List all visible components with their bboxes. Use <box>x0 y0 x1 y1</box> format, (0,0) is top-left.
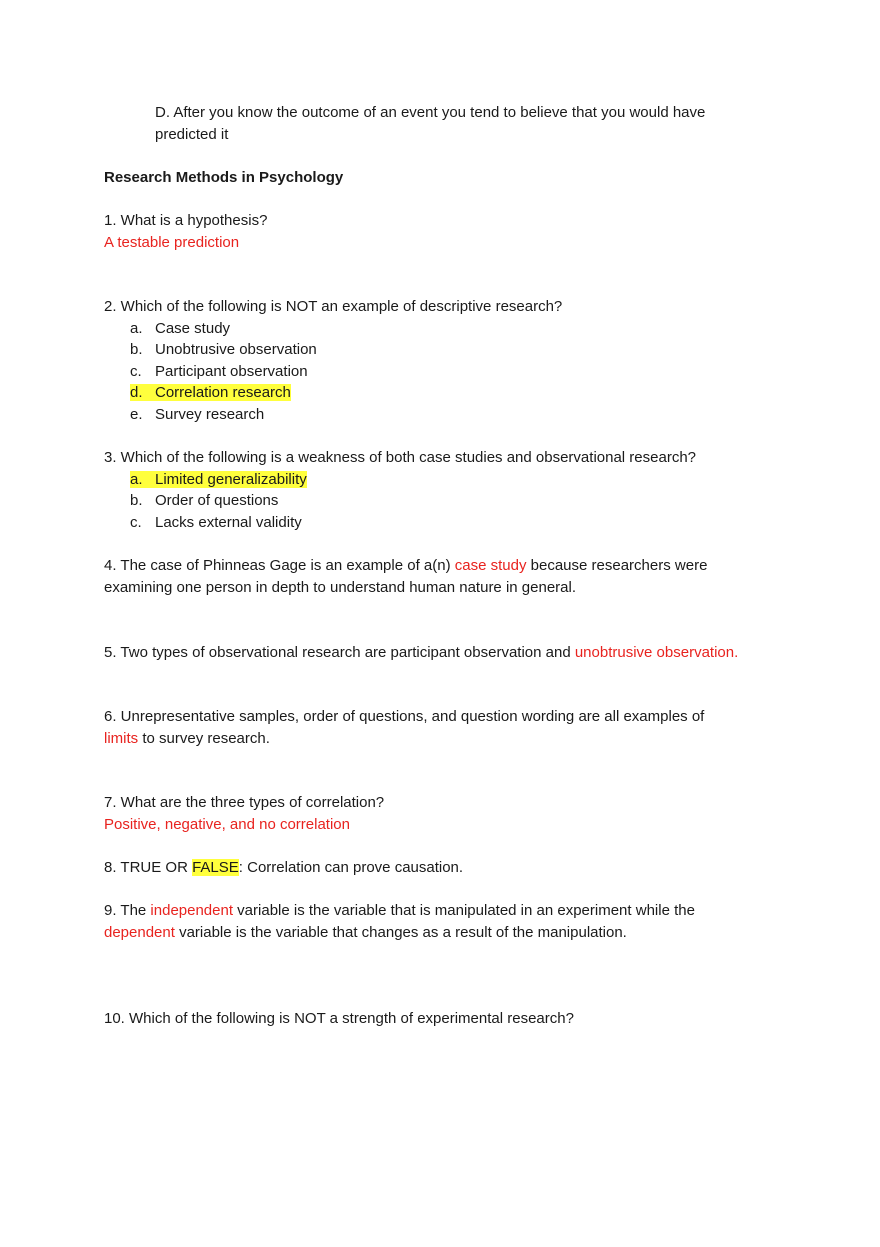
option-marker: c. <box>130 363 142 380</box>
q8-post: : Correlation can prove causation. <box>238 859 464 876</box>
question-4-line-1 <box>104 555 707 577</box>
q9-answer-2: dependent <box>104 924 175 941</box>
option-marker: b. <box>130 492 143 509</box>
question-5 <box>104 642 738 664</box>
q4-post: because researchers were <box>526 557 708 574</box>
option-text: Participant observation <box>155 363 308 380</box>
option-marker: d. <box>130 384 143 401</box>
option-text: Limited generalizability <box>155 471 307 488</box>
q2-option-b <box>130 339 317 361</box>
highlighted-answer <box>130 384 291 401</box>
answer-1: A testable prediction <box>104 234 240 251</box>
question-2: 2. Which of the following is NOT an example of descriptive research? <box>104 298 563 315</box>
q9-post: variable is the variable that changes as a result of the manipulation. <box>174 924 627 941</box>
option-text: Lacks external validity <box>155 514 302 531</box>
q9-pre: 9. The <box>104 902 151 919</box>
option-text: Unobtrusive observation <box>155 341 317 358</box>
option-marker: a. <box>130 320 143 337</box>
question-9-line-1 <box>104 900 695 922</box>
q2-option-c <box>130 361 308 383</box>
q5-answer: unobtrusive observation. <box>574 644 739 661</box>
q6-post: to survey research. <box>138 730 270 747</box>
answer-7: Positive, negative, and no correlation <box>104 816 350 833</box>
question-1: 1. What is a hypothesis? <box>104 212 268 229</box>
option-marker: c. <box>130 514 142 531</box>
q2-option-e <box>130 404 264 426</box>
q2-option-a <box>130 318 230 340</box>
q2-option-d-highlighted <box>130 382 291 404</box>
q4-answer: case study <box>454 557 527 574</box>
option-marker: b. <box>130 341 143 358</box>
option-text: Correlation research <box>155 384 291 401</box>
q5-pre: 5. Two types of observational research are participant observation and <box>104 644 575 661</box>
prev-item-line-2: predicted it <box>155 126 229 143</box>
q4-pre: 4. The case of Phinneas Gage is an example of a(n) <box>104 557 455 574</box>
question-9-line-2 <box>104 922 627 944</box>
question-6-line-1: 6. Unrepresentative samples, order of questions, and question wording are all examples of <box>104 708 705 725</box>
question-3: 3. Which of the following is a weakness of both case studies and observational research? <box>104 449 697 466</box>
q6-answer: limits <box>104 730 139 747</box>
q3-option-a-highlighted <box>130 469 307 491</box>
option-marker: e. <box>130 406 143 423</box>
q8-answer-highlighted: FALSE <box>192 859 239 876</box>
q3-option-b <box>130 490 278 512</box>
q3-option-c <box>130 512 302 534</box>
q9-answer-1: independent <box>150 902 234 919</box>
q8-pre: 8. TRUE OR <box>104 859 193 876</box>
question-7: 7. What are the three types of correlation? <box>104 794 385 811</box>
prev-item-line-1: D. After you know the outcome of an event you tend to believe that you would have <box>155 104 706 121</box>
question-4-line-2: examining one person in depth to understand human nature in general. <box>104 579 576 596</box>
option-marker: a. <box>130 471 143 488</box>
option-text: Case study <box>155 320 231 337</box>
question-6-line-2 <box>104 728 270 750</box>
highlighted-answer <box>130 471 307 488</box>
question-10: 10. Which of the following is NOT a strength of experimental research? <box>104 1010 574 1027</box>
q9-mid: variable is the variable that is manipulated in an experiment while the <box>233 902 695 919</box>
option-text: Order of questions <box>155 492 279 509</box>
option-text: Survey research <box>155 406 265 423</box>
section-heading: Research Methods in Psychology <box>104 169 344 186</box>
question-8 <box>104 857 463 879</box>
